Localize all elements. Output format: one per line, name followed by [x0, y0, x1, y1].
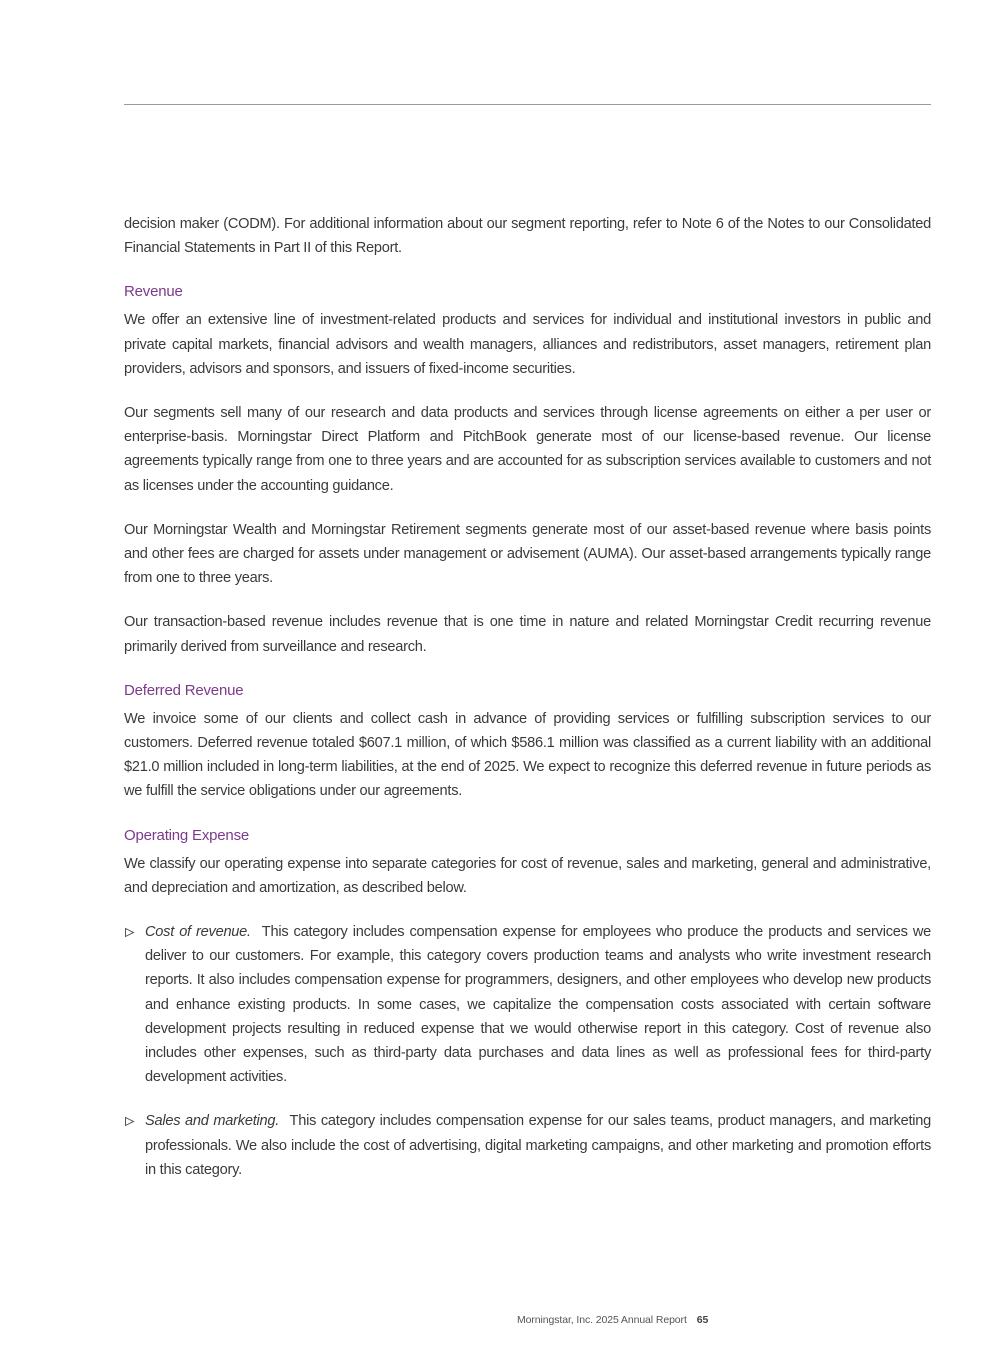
list-item: [124, 1109, 931, 1182]
bullet-term: Cost of revenue.: [145, 924, 251, 941]
revenue-paragraph-4: Our transaction-based revenue includes revenue that is one time in nature and related Morningstar Credit recurring revenue primarily derived from surveillance and research.: [124, 614, 931, 655]
bullet-text: This category includes compensation expense for employees who produce the products and services we deliver to our customers. For example, this category covers production teams and analysts who write investment research reports. It also includes compensation expense for programmers, designers, and other employees who develop new products and enhance existing products. In some cases, we capitalize the compensation costs associated with certain software development projects resulting in reduced expense that we would otherwise report in this category. Cost of revenue also includes other expenses, such as third-party data purchases and data lines as well as professional fees for third-party development activities.: [145, 924, 931, 1086]
revenue-heading: Revenue: [124, 283, 183, 301]
footer-report-title: Morningstar, Inc. 2025 Annual Report: [517, 1314, 687, 1326]
bullet-term: Sales and marketing.: [145, 1113, 280, 1130]
triangle-right-outline-icon: [124, 927, 135, 938]
page-number: 65: [696, 1314, 709, 1326]
page-content: [124, 212, 931, 1202]
bullet-text: This category includes compensation expense for our sales teams, product managers, and marketing professionals. We also include the cost of advertising, digital marketing campaigns, and other marketing and promotion efforts in this category.: [145, 1113, 931, 1178]
intro-paragraph: decision maker (CODM). For additional information about our segment reporting, refer to Note 6 of the Notes to our Consolidated Financial Statements in Part II of this Report.: [124, 216, 931, 257]
revenue-paragraph-2: Our segments sell many of our research and data products and services through license agreements on either a per user or enterprise-basis. Morningstar Direct Platform and PitchBook generate most of our license-based revenue. Our license agreements typically range from one to three years and are accounted for as subscription services available to customers and not as licenses under the accounting guidance.: [124, 405, 931, 494]
deferred-revenue-heading: Deferred Revenue: [124, 681, 244, 699]
operating-expense-list: [124, 920, 931, 1182]
deferred-revenue-paragraph: We invoice some of our clients and collect cash in advance of providing services or fulfilling subscription services to our customers. Deferred revenue totaled $607.1 million, of which $586.1 million was classified as a current liability with an additional $21.0 million included in long-term liabilities, at the end of 2025. We expect to recognize this deferred revenue in future periods as we fulfill the service obligations under our agreements.: [124, 710, 931, 800]
revenue-paragraph-3: Our Morningstar Wealth and Morningstar Retirement segments generate most of our asset-based revenue where basis points and other fees are charged for assets under management or advisement (AUMA). Our asset-based arrangements typically range from one to three years.: [124, 521, 931, 587]
operating-expense-paragraph: We classify our operating expense into separate categories for cost of revenue, sales and marketing, general and administrative, and depreciation and amortization, as described below.: [124, 855, 931, 896]
revenue-paragraph-1: We offer an extensive line of investment-related products and services for individual and institutional investors in public and private capital markets, financial advisors and wealth managers, alliances and redistributors, asset managers, retirement plan providers, advisors and sponsors, and issuers of fixed-income securities.: [124, 312, 931, 377]
page-footer: [517, 1314, 708, 1326]
header-rule: [124, 104, 931, 105]
list-item: [124, 920, 931, 1089]
triangle-right-outline-icon: [124, 1116, 135, 1127]
operating-expense-heading: Operating Expense: [124, 826, 250, 844]
